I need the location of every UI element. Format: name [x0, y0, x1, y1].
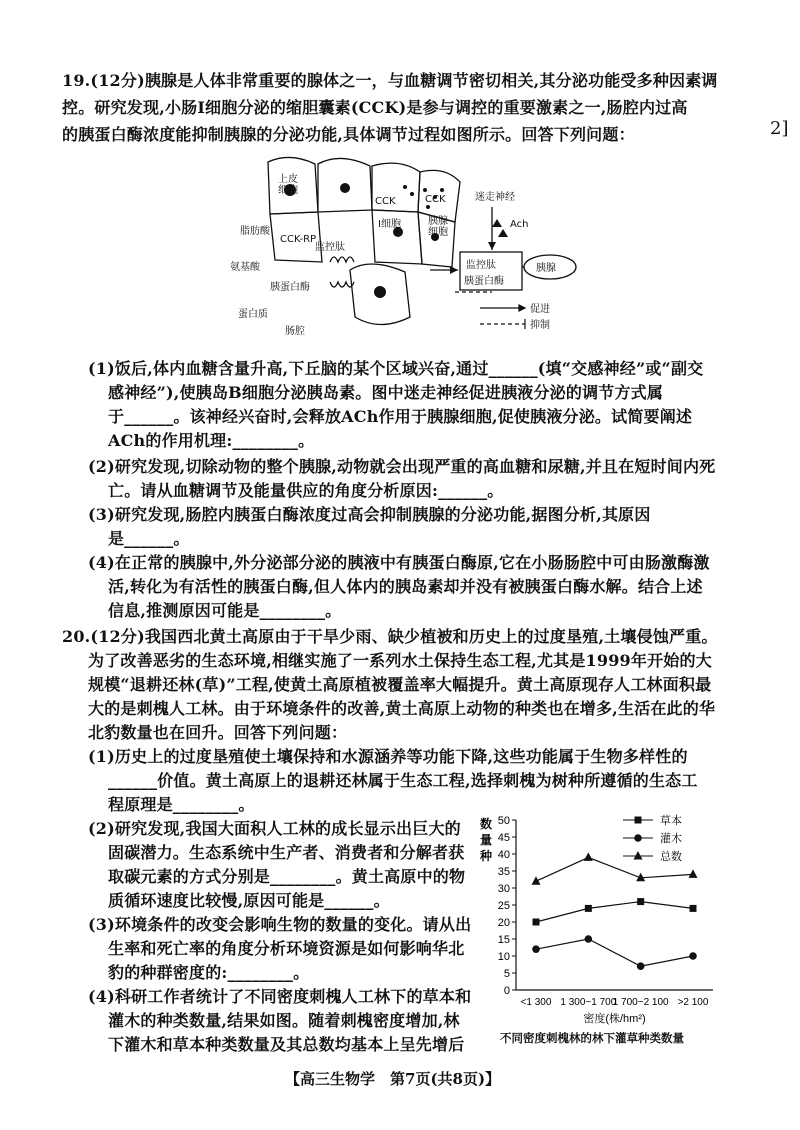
q20-line-16: (4)科研工作者统计了不同密度刺槐人工林下的草本和 [88, 987, 472, 1006]
x-axis-label: 密度(株/hm²) [583, 1013, 646, 1025]
legend-label: 灌木 [660, 833, 682, 845]
y-tick-label: 10 [497, 951, 510, 963]
label-pancreas-cell: 胰腺细胞 [428, 216, 448, 238]
q20-line-3: 规模“退耕还林(草)”工程,使黄土高原植被覆盖率大幅提升。黄土高原现存人工林面积最 [88, 675, 712, 694]
species-count-chart [468, 808, 738, 1044]
q20-line-14: 生率和死亡率的角度分析环境资源是如何影响华北 [108, 939, 465, 958]
data-point [689, 869, 698, 878]
x-tick-label: <1 300 [520, 997, 552, 1008]
data-point [533, 919, 540, 926]
y-tick-label: 25 [497, 900, 510, 912]
label-box-line1: 监控肽 [466, 260, 496, 271]
q20-line-4: 大的是刺槐人工林。由于环境条件的改善,黄土高原上动物的种类也在增多,生活在此的华 [88, 699, 716, 718]
label-cck-1: CCK [375, 196, 396, 207]
legend-label: 草本 [660, 815, 682, 827]
label-monitor-peptide-small: 监控肽 [315, 242, 345, 253]
q19-line-5: 感神经”),使胰岛B细胞分泌胰岛素。图中迷走神经促进胰液分泌的调节方式属 [108, 383, 664, 402]
label-inhibit: 抑制 [530, 320, 550, 331]
legend-marker [634, 834, 642, 842]
label-promote: 促进 [530, 304, 550, 315]
data-point [585, 935, 593, 943]
data-point [532, 945, 540, 953]
data-point [637, 898, 644, 905]
y-tick-label: 0 [503, 985, 510, 997]
label-i-cell: I细胞 [378, 219, 401, 230]
q20-line-5: 北豹数量也在回升。回答下列问题： [88, 723, 348, 742]
label-cck-2: CCK [425, 194, 446, 205]
y-axis-label: 数量种 [480, 817, 493, 863]
q20-line-1: 20.(12分)我国西北黄土高原由于干旱少雨、缺少植被和历史上的过度垦殖,土壤侵蚀严重。 [62, 627, 718, 646]
q19-line-14: 信息,推测原因可能是________。 [108, 601, 342, 620]
label-protein: 蛋白质 [238, 309, 268, 320]
label-ach: Ach [510, 219, 529, 230]
q19-line-1: 19.(12分)胰腺是人体非常重要的腺体之一，与血糖调节密切相关,其分泌功能受多种因素调 [62, 71, 718, 90]
q19-line-3: 的胰蛋白酶浓度能抑制胰腺的分泌功能,具体调节过程如图所示。回答下列问题： [62, 125, 635, 144]
q20-line-10: 固碳潜力。生态系统中生产者、消费者和分解者获 [108, 843, 465, 862]
y-tick-label: 20 [497, 917, 510, 929]
data-point [584, 852, 593, 861]
chart-caption: 不同密度刺槐林的林下灌草种类数量 [500, 1031, 684, 1045]
label-amino-acid: 氨基酸 [230, 262, 260, 273]
q20-line-17: 灌木的种类数量,结果如图。随着刺槐密度增加,林 [108, 1011, 460, 1030]
legend-marker [635, 817, 642, 824]
q19-line-8: (2)研究发现,切除动物的整个胰腺,动物就会出现严重的高血糖和尿糖,并且在短时间内死 [88, 457, 716, 476]
q19-line-9: 亡。请从血糖调节及能量供应的角度分析原因:______。 [108, 481, 504, 500]
y-tick-label: 30 [497, 883, 510, 895]
y-tick-label: 45 [497, 832, 510, 844]
y-tick-label: 50 [497, 815, 510, 827]
x-tick-label: 1 700~2 100 [612, 997, 669, 1008]
y-tick-label: 15 [497, 934, 510, 946]
q19-line-2: 控。研究发现,小肠Ⅰ细胞分泌的缩胆囊素(CCK)是参与调控的重要激素之一,肠腔内过高 [62, 98, 688, 117]
y-tick-label: 40 [497, 849, 510, 861]
series-line [536, 939, 693, 966]
q20-line-18: 下灌木和草本种类数量及其总数均基本上呈先增后 [108, 1035, 465, 1054]
legend-marker [634, 851, 643, 860]
q19-line-4: (1)饭后,体内血糖含量升高,下丘脑的某个区域兴奋,通过______(填“交感神经”或“副交 [88, 359, 704, 378]
y-tick-label: 5 [503, 968, 510, 980]
pancreas-regulation-diagram [230, 152, 590, 352]
x-tick-label: 1 300~1 700 [560, 997, 617, 1008]
q19-line-12: (4)在正常的胰腺中,外分泌部分泌的胰液中有胰蛋白酶原,它在小肠肠腔中可由肠激酶激 [88, 553, 710, 572]
q19-line-7: ACh的作用机理:________。 [108, 431, 315, 450]
q19-line-11: 是______。 [108, 529, 190, 548]
label-box-line2: 胰蛋白酶 [464, 276, 504, 287]
q19-line-6: 于______。该神经兴奋时,会释放ACh作用于胰腺细胞,促使胰液分泌。试简要阐述 [108, 407, 693, 426]
q20-line-7: ______价值。黄土高原上的退耕还林属于生态工程,选择刺槐为树种所遵循的生态工 [108, 771, 698, 790]
label-pancreas: 胰腺 [536, 263, 556, 274]
label-trypsin: 胰蛋白酶 [270, 282, 310, 293]
data-point [585, 905, 592, 912]
q20-line-2: 为了改善恶劣的生态环境,相继实施了一系列水土保持生态工程,尤其是1999年开始的大 [88, 651, 712, 670]
q20-line-11: 取碳元素的方式分别是________。黄土高原中的物 [108, 867, 466, 886]
data-point [532, 876, 541, 885]
q19-line-13: 活,转化为有活性的胰蛋白酶,但人体内的胰岛素却并没有被胰蛋白酶水解。结合上述 [108, 577, 703, 596]
data-point [637, 962, 645, 970]
label-fatty-acid: 脂肪酸 [240, 226, 270, 237]
q20-line-9: (2)研究发现,我国大面积人工林的成长显示出巨大的 [88, 819, 461, 838]
q20-line-13: (3)环境条件的改变会影响生物的数量的变化。请从出 [88, 915, 472, 934]
legend-label: 总数 [660, 851, 682, 863]
y-tick-label: 35 [497, 866, 510, 878]
label-epithelial: 上皮细胞 [278, 174, 298, 196]
x-tick-label: >2 100 [677, 997, 709, 1008]
label-vagus: 迷走神经 [475, 192, 515, 203]
q20-line-12: 质循环速度比较慢,原因可能是______。 [108, 891, 390, 910]
data-point [689, 952, 697, 960]
label-cck-rp: CCK-RP [280, 234, 317, 245]
label-intestine-lumen: 肠腔 [285, 326, 305, 337]
series-line [536, 902, 693, 922]
q20-line-8: 程原理是________。 [108, 795, 255, 814]
margin-note: 2] [770, 118, 789, 139]
data-point [690, 905, 697, 912]
q20-line-15: 豹的种群密度的:________。 [108, 963, 310, 982]
q19-line-10: (3)研究发现,肠腔内胰蛋白酶浓度过高会抑制胰腺的分泌功能,据图分析,其原因 [88, 505, 651, 524]
page-footer: 【高三生物学 第7页(共8页)】 [285, 1070, 501, 1088]
q20-line-6: (1)历史上的过度垦殖使土壤保持和水源涵养等功能下降,这些功能属于生物多样性的 [88, 747, 688, 766]
